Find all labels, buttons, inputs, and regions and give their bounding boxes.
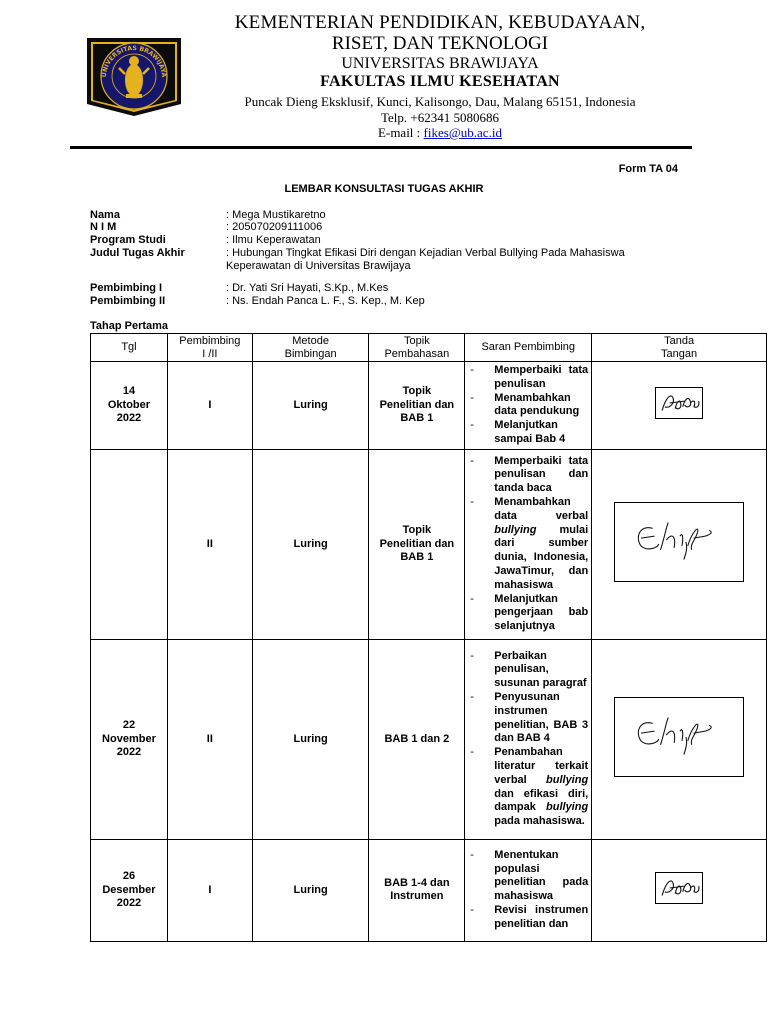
advice-cell — [465, 362, 592, 450]
advice-cell — [465, 839, 592, 941]
advisor-cell: I — [167, 362, 252, 450]
topic-cell: Topik Penelitian dan BAB 1 — [369, 362, 465, 450]
faculty-name: FAKULTAS ILMU KESEHATAN — [320, 73, 560, 90]
col-header-advisor: Pembimbing I /II — [167, 334, 252, 362]
stage-label: Tahap Pertama — [90, 320, 169, 332]
advice-item: - Revisi instrumen penelitian dan — [468, 904, 588, 932]
advisor-cell: II — [167, 449, 252, 639]
table-row — [91, 449, 767, 639]
advice-item: - Menentukan populasi penelitian pada mahasiswa — [468, 849, 588, 904]
consultation-table — [90, 333, 767, 942]
col-header-advice: Saran Pembimbing — [465, 334, 592, 362]
advisor2-value: : Ns. Endah Panca L. F., S. Kep., M. Kep — [226, 295, 425, 307]
program-label: Program Studi — [90, 234, 166, 246]
date-cell: 14 Oktober 2022 — [91, 362, 168, 450]
date-cell — [91, 449, 168, 639]
advisor1-value: : Dr. Yati Sri Hayati, S.Kp., M.Kes — [226, 282, 389, 294]
phone: Telp. +62341 5080686 — [381, 110, 499, 125]
university-name: UNIVERSITAS BRAWIJAYA — [341, 55, 539, 72]
name-label: Nama — [90, 209, 120, 221]
advice-cell — [465, 449, 592, 639]
signature-1-image — [655, 872, 703, 904]
method-cell: Luring — [252, 639, 369, 839]
document-title: LEMBAR KONSULTASI TUGAS AKHIR — [284, 183, 484, 195]
signature-cell — [592, 449, 767, 639]
advice-cell — [465, 639, 592, 839]
advice-item: - Penambahan literatur terkait verbal bullying dan efikasi diri, dampak bullying pada mahasiswa. — [468, 746, 588, 829]
svg-text:UNIVERSITAS BRAWIJAYA: UNIVERSITAS BRAWIJAYA — [100, 44, 168, 78]
university-logo — [79, 34, 189, 118]
advice-item: - Menambahkan data verbal bullying mulai dari sumber dunia, Indonesia, JawaTimur, dan mahasiswa — [468, 496, 588, 593]
table-row — [91, 362, 767, 450]
signature-cell — [592, 839, 767, 941]
signature-cell — [592, 639, 767, 839]
signature-cell — [592, 362, 767, 450]
topic-cell: Topik Penelitian dan BAB 1 — [369, 449, 465, 639]
header-divider — [70, 146, 692, 149]
advisor-cell: II — [167, 639, 252, 839]
thesis-label: Judul Tugas Akhir — [90, 247, 185, 259]
advice-item: - Melanjutkan sampai Bab 4 — [468, 419, 588, 447]
method-cell: Luring — [252, 839, 369, 941]
col-header-signature: Tanda Tangan — [592, 334, 767, 362]
topic-cell: BAB 1 dan 2 — [369, 639, 465, 839]
advisor2-label: Pembimbing II — [90, 295, 166, 307]
thesis-value-line1: : Hubungan Tingkat Efikasi Diri dengan Kejadian Verbal Bullying Pada Mahasiswa — [226, 247, 625, 259]
advice-item: - Memperbaiki tata penulisan — [468, 364, 588, 392]
email-label: E-mail : — [378, 125, 424, 140]
method-cell: Luring — [252, 449, 369, 639]
signature-1-image — [655, 387, 703, 419]
signature-2-image — [614, 697, 744, 777]
date-cell: 22 November 2022 — [91, 639, 168, 839]
thesis-value-line2: Keperawatan di Universitas Brawijaya — [226, 260, 411, 272]
signature-2-image — [614, 502, 744, 582]
ministry-line-1: KEMENTERIAN PENDIDIKAN, KEBUDAYAAN, — [234, 12, 646, 33]
advisor-cell: I — [167, 839, 252, 941]
table-row — [91, 839, 767, 941]
method-cell: Luring — [252, 362, 369, 450]
table-row — [91, 639, 767, 839]
date-cell: 26 Desember 2022 — [91, 839, 168, 941]
email-link[interactable]: fikes@ub.ac.id — [423, 125, 502, 140]
advice-item: - Penyusunan instrumen penelitian, BAB 3 dan BAB 4 — [468, 691, 588, 746]
advice-item: - Menambahkan data pendukung — [468, 392, 588, 420]
program-value: : Ilmu Keperawatan — [226, 234, 321, 246]
advice-item: - Memperbaiki tata penulisan dan tanda baca — [468, 455, 588, 496]
nim-value: : 205070209111006 — [226, 221, 323, 233]
email-line — [200, 125, 680, 140]
nim-label: N I M — [90, 221, 117, 233]
letterhead — [200, 12, 680, 140]
topic-cell: BAB 1-4 dan Instrumen — [369, 839, 465, 941]
advice-item: - Perbaikan penulisan, susunan paragraf — [468, 650, 588, 691]
name-value: : Mega Mustikaretno — [226, 209, 326, 221]
advice-item: - Melanjutkan pengerjaan bab selanjutnya — [468, 593, 588, 634]
form-code: Form TA 04 — [618, 163, 678, 175]
address: Puncak Dieng Eksklusif, Kunci, Kalisongo, Dau, Malang 65151, Indonesia — [244, 94, 636, 109]
col-header-date: Tgl — [91, 334, 168, 362]
col-header-method: Metode Bimbingan — [252, 334, 369, 362]
advisor1-label: Pembimbing I — [90, 282, 163, 294]
col-header-topic: Topik Pembahasan — [369, 334, 465, 362]
table-header-row — [91, 334, 767, 362]
ministry-line-2: RISET, DAN TEKNOLOGI — [331, 33, 549, 54]
